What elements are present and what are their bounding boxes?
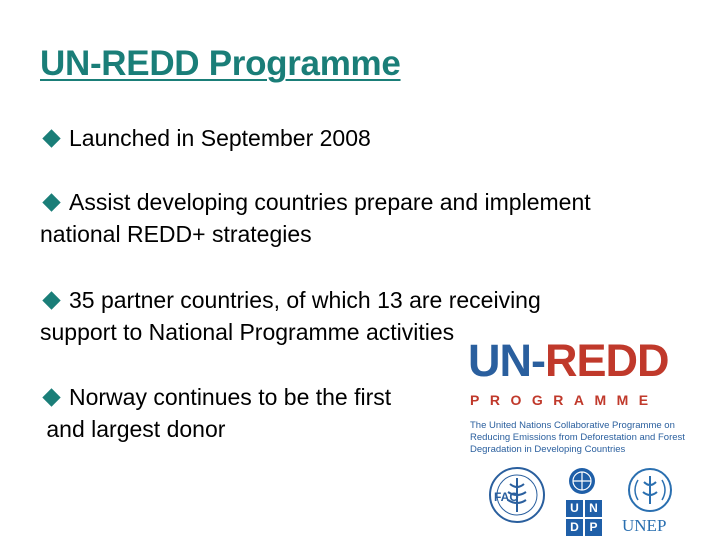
fao-logo: [488, 466, 546, 529]
diamond-icon: [42, 388, 60, 406]
undp-letter-grid: [566, 500, 602, 536]
logo-redd-text: REDD: [544, 335, 669, 386]
undp-letter: D: [566, 519, 583, 536]
unep-text: UNEP: [622, 516, 667, 535]
slide-title: UN-REDD Programme: [40, 44, 401, 83]
undp-letter: U: [566, 500, 583, 517]
bullet-item: [40, 186, 700, 250]
bullet-text-continuation: and largest donor: [40, 416, 226, 442]
bullet-text: Norway continues to be the first: [69, 384, 392, 410]
diamond-icon: [42, 193, 60, 211]
bullet-text: Assist developing countries prepare and implement: [69, 189, 591, 215]
undp-logo: [566, 466, 602, 536]
bullet-text: 35 partner countries, of which 13 are receiving: [69, 287, 541, 313]
logo-un-text: UN-: [468, 335, 545, 386]
bullet-text-continuation: support to National Programme activities: [40, 319, 455, 345]
un-globe-icon: [563, 466, 603, 498]
logo-description: The United Nations Collaborative Programme on Reducing Emissions from Deforestation and Forest Degradation in Developing Countries: [470, 420, 685, 455]
fao-text: FAO: [494, 490, 519, 504]
undp-letter: P: [585, 519, 602, 536]
un-redd-logo: [460, 336, 700, 536]
fao-emblem-icon: [488, 466, 546, 524]
logo-programme-text: PROGRAMME: [470, 392, 659, 408]
diamond-icon: [42, 291, 60, 309]
diamond-icon: [42, 129, 60, 147]
logo-wordmark: [468, 336, 669, 386]
unep-emblem-icon: [626, 466, 674, 514]
bullet-text: Launched in September 2008: [69, 125, 371, 151]
bullet-text-continuation: national REDD+ strategies: [40, 221, 312, 247]
undp-letter: N: [585, 500, 602, 517]
bullet-item: [40, 122, 700, 154]
